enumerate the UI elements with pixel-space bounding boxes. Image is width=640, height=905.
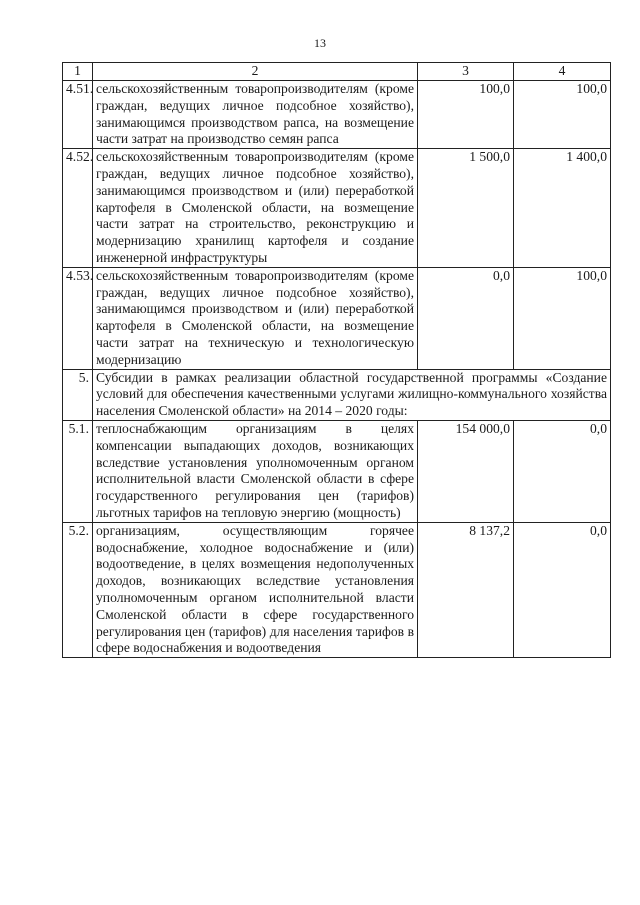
row-amount-col4: 100,0: [514, 267, 611, 369]
header-cell-3: 3: [418, 63, 514, 81]
row-number: 4.51.: [63, 81, 93, 149]
row-description: сельскохозяйственным товаропроизводителям (кроме граждан, ведущих личное подсобное хозяйство), занимающимся производством рапса, на возмещение части затрат на производство семян рапса: [93, 81, 418, 149]
page-number: 13: [314, 36, 326, 50]
row-amount-col3: 1 500,0: [418, 149, 514, 268]
row-number: 5.2.: [63, 522, 93, 657]
table-row: [63, 149, 611, 268]
section-description: Субсидии в рамках реализации областной государственной программы «Создание условий для обеспечения качественными услугами жилищно-коммунального хозяйства населения Смоленской области» на 2014 – 2020 годы:: [93, 369, 611, 420]
budget-table: [62, 62, 611, 658]
table-row: [63, 267, 611, 369]
row-amount-col3: 154 000,0: [418, 420, 514, 522]
row-amount-col3: 100,0: [418, 81, 514, 149]
table-section-row: [63, 369, 611, 420]
row-amount-col4: 0,0: [514, 522, 611, 657]
row-number: 5.1.: [63, 420, 93, 522]
row-description: организациям, осуществляющим горячее водоснабжение, холодное водоснабжение и (или) водоотведение, в целях возмещения недополученных доходов, возникающих вследствие установления уполномоченным органом исполнительной власти Смоленской области в сфере государственного регулирования цен (тарифов) для населения тарифов в сфере водоснабжения и водоотведения: [93, 522, 418, 657]
table-row: [63, 420, 611, 522]
row-amount-col4: 0,0: [514, 420, 611, 522]
row-amount-col4: 100,0: [514, 81, 611, 149]
row-description: сельскохозяйственным товаропроизводителям (кроме граждан, ведущих личное подсобное хозяйство), занимающимся производством и (или) переработкой картофеля в Смоленской области, на возмещение части затрат на строительство, реконструкцию и модернизацию хранилищ картофеля и создание инженерной инфраструктуры: [93, 149, 418, 268]
table-row: [63, 81, 611, 149]
header-cell-4: 4: [514, 63, 611, 81]
header-cell-1: 1: [63, 63, 93, 81]
section-number: 5.: [63, 369, 93, 420]
row-description: теплоснабжающим организациям в целях компенсации выпадающих доходов, возникающих вследствие установления уполномоченным органом исполнительной власти Смоленской области в сфере государственного регулирования цен (тарифов) льготных тарифов на тепловую энергию (мощность): [93, 420, 418, 522]
row-description: сельскохозяйственным товаропроизводителям (кроме граждан, ведущих личное подсобное хозяйство), занимающимся производством и (или) переработкой картофеля в Смоленской области, на возмещение части затрат на техническую и технологическую модернизацию: [93, 267, 418, 369]
row-amount-col3: 8 137,2: [418, 522, 514, 657]
row-number: 4.53.: [63, 267, 93, 369]
row-number: 4.52.: [63, 149, 93, 268]
row-amount-col3: 0,0: [418, 267, 514, 369]
row-amount-col4: 1 400,0: [514, 149, 611, 268]
header-cell-2: 2: [93, 63, 418, 81]
table-row: [63, 522, 611, 657]
table-header-row: [63, 63, 611, 81]
